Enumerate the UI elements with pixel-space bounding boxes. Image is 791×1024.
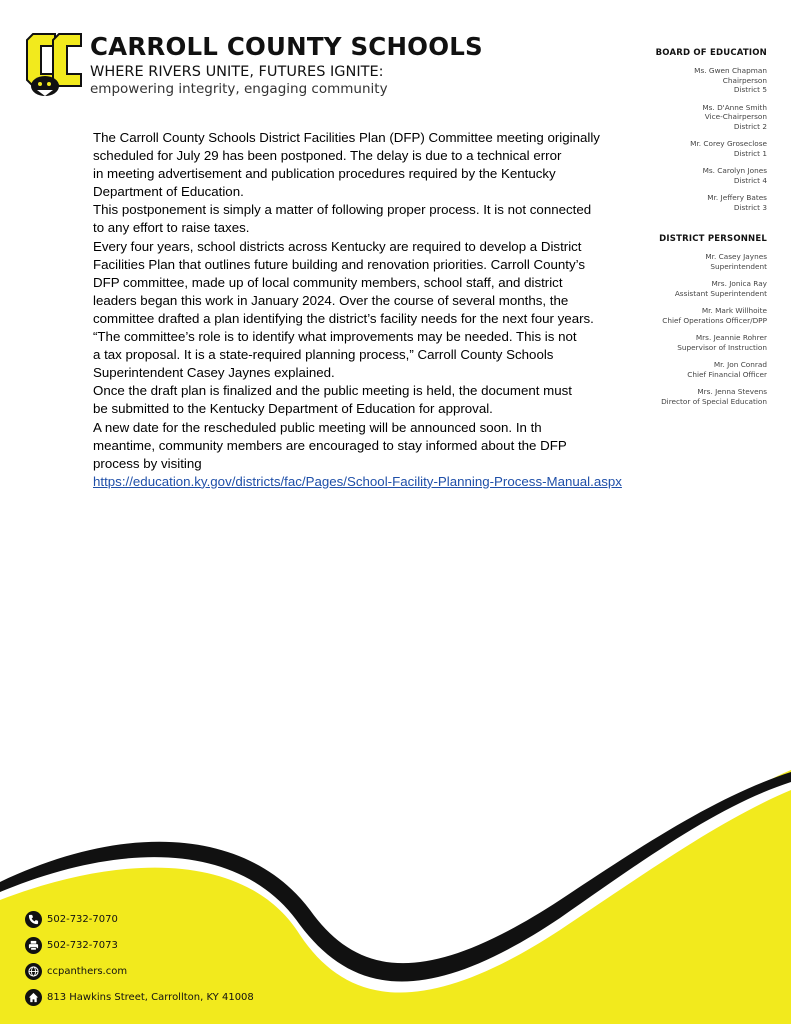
member-district: District 5 (733, 85, 767, 94)
member-title: Assistant Superintendent (674, 288, 767, 298)
street-address: 813 Hawkins Street, Carrollton, KY 41008 (47, 992, 254, 1003)
member-role: Vice-Chairperson (704, 112, 767, 121)
body-line: A new date for the rescheduled public meeting will be announced soon. In th (93, 419, 542, 435)
contact-address (25, 989, 254, 1006)
board-member (617, 103, 767, 132)
member-district: District 4 (733, 175, 767, 185)
body-line: Once the draft plan is finalized and the public meeting is held, the document must (93, 383, 572, 399)
member-district: District 2 (733, 121, 767, 131)
body-line: The Carroll County Schools District Facilities Plan (DFP) Committee meeting originally (93, 130, 600, 145)
member-name: Ms. Gwen Chapman (694, 66, 767, 75)
member-title: Chief Operations Officer/DPP (662, 315, 767, 325)
member-name: Mr. Jon Conrad (713, 360, 767, 369)
phone-icon (25, 911, 42, 928)
slogan: WHERE RIVERS UNITE, FUTURES IGNITE: (90, 64, 384, 80)
body-line: This postponement is simply a matter of following proper process. It is not connected (93, 202, 592, 218)
body-line: scheduled for July 29 has been postponed. The delay is due to a technical error (93, 148, 562, 164)
member-name: Mrs. Jenna Stevens (697, 387, 767, 396)
member-name: Mr. Jeffery Bates (707, 193, 767, 202)
phone-number: 502-732-7070 (47, 914, 118, 925)
website-link[interactable]: ccpanthers.com (47, 966, 128, 977)
member-title: Supervisor of Instruction (677, 342, 767, 352)
member-district: District 3 (733, 202, 767, 212)
body-line: process by visiting (93, 455, 202, 471)
body-line: Facilities Plan that outlines future building and renovation priorities. Carroll County’s (93, 256, 585, 272)
body-line: “The committee’s role is to identify what improvements may be needed. This is not (93, 329, 577, 345)
board-member (617, 66, 767, 95)
fax-number: 502-732-7073 (47, 940, 118, 951)
fax-icon (25, 937, 42, 954)
member-name: Mr. Casey Jaynes (705, 252, 767, 261)
facility-plan-link[interactable]: https://education.ky.gov/districts/fac/Pages/School-Facility-Planning-Process-Manual.aspx (93, 473, 622, 489)
member-name: Mrs. Jonica Ray (711, 279, 767, 288)
body-line: leaders began this work in January 2024. Over the course of several months, the (93, 292, 569, 308)
body-line: DFP committee, made up of local community members, school staff, and district (93, 274, 563, 290)
personnel-heading: DISTRICT PERSONNEL (659, 234, 767, 244)
letter-body (93, 129, 668, 491)
member-name: Mr. Mark Willhoite (701, 306, 767, 315)
member-name: Mr. Corey Groseclose (690, 139, 767, 148)
body-line: a tax proposal. It is a state-required planning process,” Carroll County Schools (93, 347, 554, 363)
home-icon (25, 989, 42, 1006)
footer-wave (0, 760, 791, 1024)
body-line: meantime, community members are encouraged to stay informed about the DFP (93, 437, 567, 453)
globe-icon (25, 963, 42, 980)
board-heading: BOARD OF EDUCATION (655, 48, 767, 58)
body-line: Department of Education. (93, 184, 244, 200)
body-line: Superintendent Casey Jaynes explained. (93, 365, 335, 381)
member-title: Director of Special Education (661, 396, 767, 406)
contact-phone (25, 911, 118, 928)
body-line: committee drafted a plan identifying the district’s facility needs for the next four years. (93, 310, 594, 326)
member-name: Mrs. Jeannie Rohrer (695, 333, 767, 342)
member-district: District 1 (733, 148, 767, 158)
school-name: CARROLL COUNTY SCHOOLS (90, 32, 483, 61)
contact-fax (25, 937, 118, 954)
member-name: Ms. D'Anne Smith (702, 102, 767, 112)
body-line: be submitted to the Kentucky Department of Education for approval. (93, 401, 493, 417)
body-line: in meeting advertisement and publication procedures required by the Kentucky (93, 166, 556, 182)
member-role: Chairperson (722, 75, 767, 85)
body-line: to any effort to raise taxes. (93, 220, 250, 236)
tagline: empowering integrity, engaging community (90, 81, 388, 97)
member-title: Chief Financial Officer (687, 369, 767, 379)
school-logo (25, 30, 83, 102)
member-name: Ms. Carolyn Jones (702, 166, 767, 175)
body-line: Every four years, school districts across Kentucky are required to develop a District (93, 238, 582, 254)
contact-website (25, 963, 127, 980)
member-title: Superintendent (710, 261, 767, 271)
